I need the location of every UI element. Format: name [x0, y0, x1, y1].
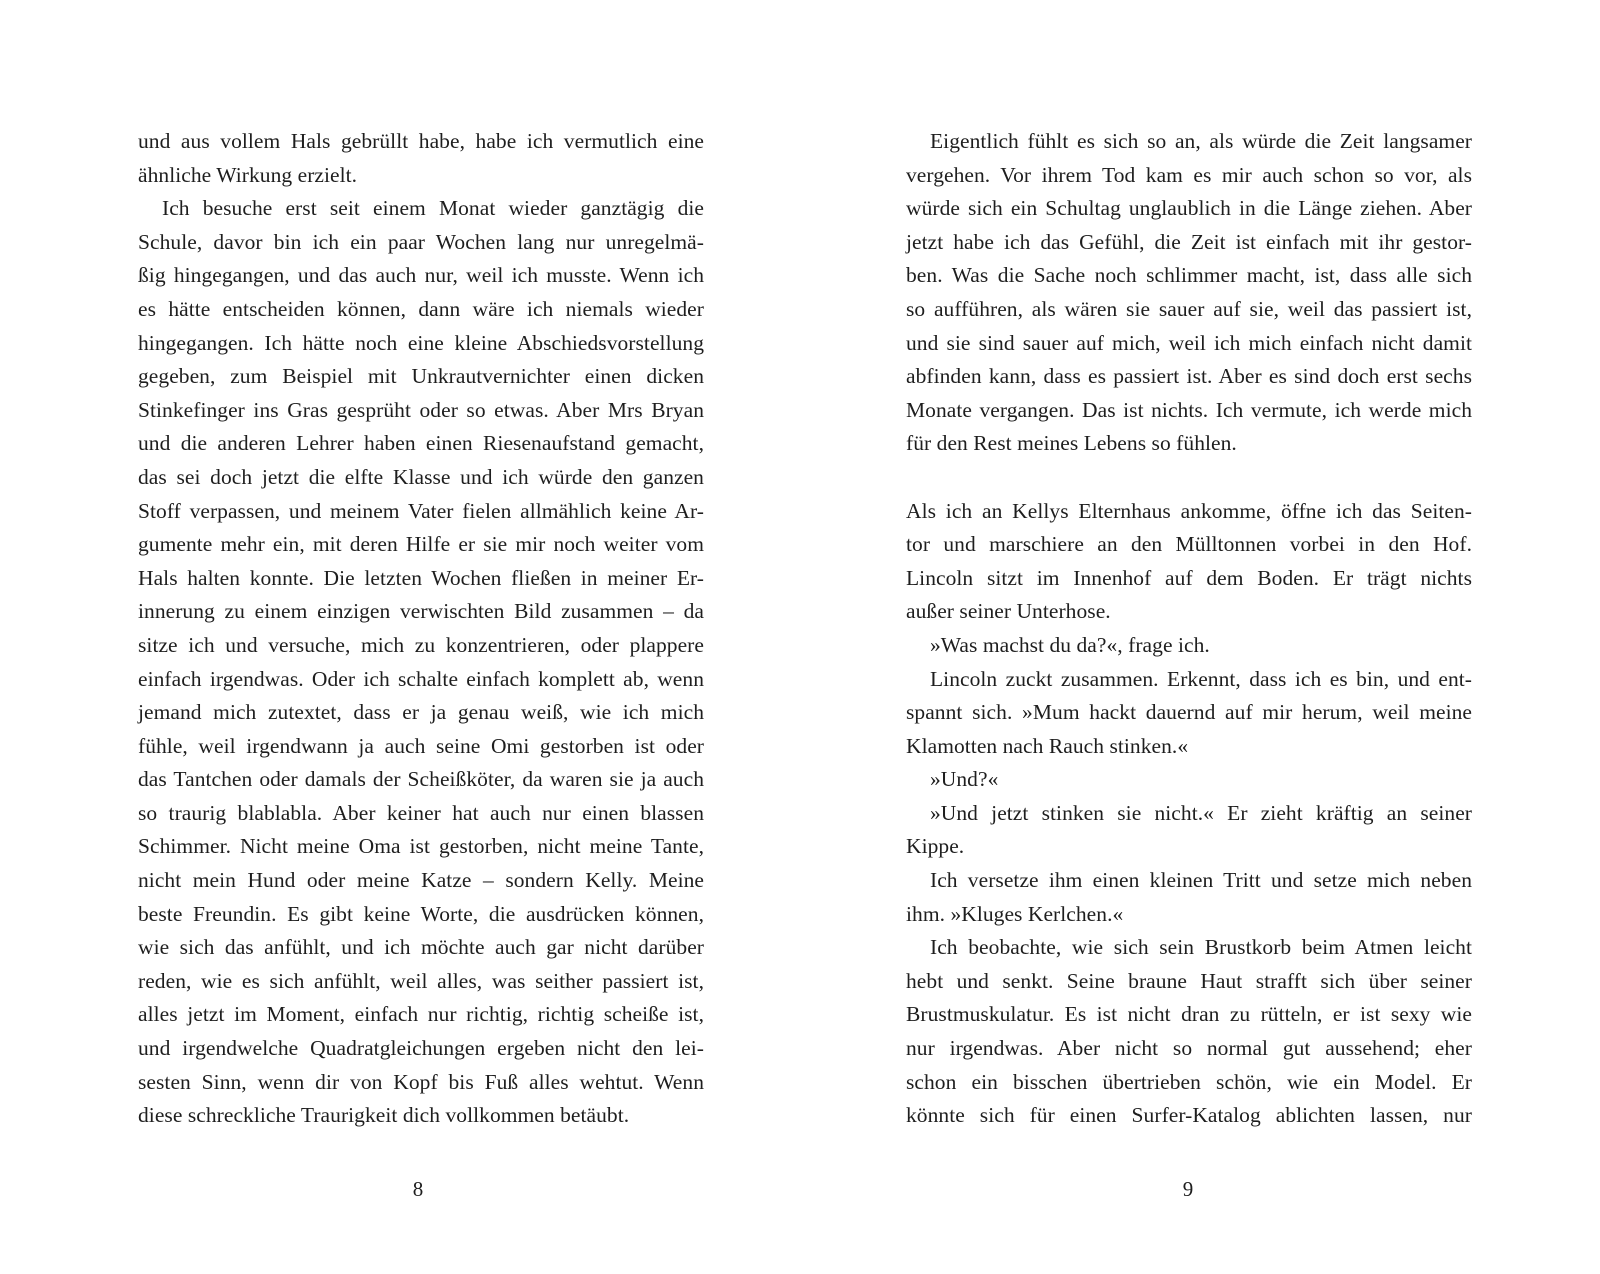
text-line: beste Freundin. Es gibt keine Worte, die ausdrücken können,: [138, 901, 704, 926]
text-line: alles jetzt im Moment, einfach nur richtig, richtig scheiße ist,: [138, 1002, 704, 1027]
text-line: spannt sich. »Mum hackt dauernd auf mir herum, weil meine: [906, 700, 1472, 725]
text-line: »Was machst du da?«, frage ich.: [930, 632, 1210, 657]
text-line: das Tantchen oder damals der Scheißköter, da waren sie ja auch: [138, 767, 704, 792]
text-line: Hals halten konnte. Die letzten Wochen fließen in meiner Er-: [138, 565, 704, 590]
section-break: [906, 461, 1472, 495]
text-line: Brustmuskulatur. Es ist nicht dran zu rütteln, er ist sexy wie: [906, 1002, 1472, 1027]
text-line: diese schreckliche Traurigkeit dich vollkommen betäubt.: [138, 1103, 630, 1128]
text-line: ben. Was die Sache noch schlimmer macht, ist, dass alle sich: [906, 263, 1472, 288]
text-line: Ich besuche erst seit einem Monat wieder ganztägig die: [162, 196, 704, 221]
text-line: Klamotten nach Rauch stinken.«: [906, 733, 1189, 758]
text-line: wie sich das anfühlt, und ich möchte auch gar nicht darüber: [138, 935, 704, 960]
text-line: Ich beobachte, wie sich sein Brustkorb beim Atmen leicht: [930, 935, 1472, 960]
text-line: ähnliche Wirkung erzielt.: [138, 162, 358, 187]
text-line: Schule, davor bin ich ein paar Wochen lang nur unregelmä-: [138, 229, 704, 254]
text-line: es hätte entscheiden können, dann wäre ich niemals wieder: [138, 296, 704, 321]
text-line: fühle, weil irgendwann ja auch seine Omi gestorben ist oder: [138, 733, 704, 758]
text-line: tor und marschiere an den Mülltonnen vorbei in den Hof.: [906, 532, 1472, 557]
text-line: vergehen. Vor ihrem Tod kam es mir auch schon so vor, als: [906, 162, 1472, 187]
text-line: Kippe.: [906, 834, 965, 859]
text-line: für den Rest meines Lebens so fühlen.: [906, 431, 1237, 456]
text-line: »Und jetzt stinken sie nicht.« Er zieht kräftig an seiner: [930, 800, 1472, 825]
left-page-number: 8: [412, 1177, 424, 1201]
text-line: könnte sich für einen Surfer-Katalog ablichten lassen, nur: [906, 1103, 1472, 1128]
text-line: Stinkefinger ins Gras gesprüht oder so etwas. Aber Mrs Bryan: [138, 397, 704, 422]
text-line: und irgendwelche Quadratgleichungen ergeben nicht den lei-: [138, 1036, 704, 1061]
text-line: einfach irgendwas. Oder ich schalte einfach komplett ab, wenn: [138, 666, 704, 691]
text-line: außer seiner Unterhose.: [906, 599, 1111, 624]
text-line: und sie sind sauer auf mich, weil ich mich einfach nicht damit: [906, 330, 1472, 355]
text-line: gumente mehr ein, mit deren Hilfe er sie mir noch weiter vom: [138, 532, 704, 557]
text-line: Als ich an Kellys Elternhaus ankomme, öffne ich das Seiten-: [906, 498, 1472, 523]
text-line: würde sich ein Schultag unglaublich in die Länge ziehen. Aber: [906, 196, 1472, 221]
text-line: und aus vollem Hals gebrüllt habe, habe ich vermutlich eine: [138, 129, 704, 153]
right-page-text: [906, 125, 1472, 1133]
text-line: nicht mein Hund oder meine Katze – sondern Kelly. Meine: [138, 868, 704, 893]
text-line: sesten Sinn, wenn dir von Kopf bis Fuß alles wehtut. Wenn: [138, 1069, 704, 1094]
text-line: das sei doch jetzt die elfte Klasse und ich würde den ganzen: [138, 464, 704, 489]
text-line: ßig hingegangen, und das auch nur, weil ich musste. Wenn ich: [138, 263, 704, 288]
text-line: gegeben, zum Beispiel mit Unkrautvernichter einen dicken: [138, 364, 704, 389]
text-line: Schimmer. Nicht meine Oma ist gestorben, nicht meine Tante,: [138, 834, 704, 859]
text-line: jemand mich zutextet, dass er ja genau weiß, wie ich mich: [138, 700, 704, 725]
text-line: so aufführen, als wären sie sauer auf sie, weil das passiert ist,: [906, 296, 1472, 321]
text-line: so traurig blablabla. Aber keiner hat auch nur einen blassen: [138, 800, 704, 825]
text-line: hebt und senkt. Seine braune Haut strafft sich über seiner: [906, 968, 1472, 993]
text-line: Lincoln zuckt zusammen. Erkennt, dass ich es bin, und ent-: [930, 666, 1472, 691]
text-line: jetzt habe ich das Gefühl, die Zeit ist einfach mit ihr gestor-: [906, 229, 1472, 254]
text-line: reden, wie es sich anfühlt, weil alles, was seither passiert ist,: [138, 968, 704, 993]
text-line: innerung zu einem einzigen verwischten Bild zusammen – da: [138, 599, 704, 624]
text-line: nur irgendwas. Aber nicht so normal gut aussehend; eher: [906, 1036, 1472, 1061]
text-line: sitze ich und versuche, mich zu konzentrieren, oder plappere: [138, 632, 704, 657]
text-line: und die anderen Lehrer haben einen Riesenaufstand gemacht,: [138, 431, 704, 456]
text-line: Ich versetze ihm einen kleinen Tritt und setze mich neben: [930, 868, 1472, 893]
text-line: abfinden kann, dass es passiert ist. Aber es sind doch erst sechs: [906, 364, 1472, 389]
text-line: Lincoln sitzt im Innenhof auf dem Boden. Er trägt nichts: [906, 565, 1472, 590]
text-line: Eigentlich fühlt es sich so an, als würde die Zeit langsamer: [930, 129, 1472, 153]
left-page-text: [138, 125, 704, 1133]
text-line: Monate vergangen. Das ist nichts. Ich vermute, ich werde mich: [906, 397, 1472, 422]
text-line: hingegangen. Ich hätte noch eine kleine Abschiedsvorstellung: [138, 330, 704, 355]
text-line: ihm. »Kluges Kerlchen.«: [906, 901, 1124, 926]
right-page-number: 9: [1182, 1177, 1194, 1201]
text-line: schon ein bisschen übertrieben schön, wie ein Model. Er: [906, 1069, 1472, 1094]
text-line: »Und?«: [930, 767, 999, 792]
text-line: Stoff verpassen, und meinem Vater fielen allmählich keine Ar-: [138, 498, 704, 523]
